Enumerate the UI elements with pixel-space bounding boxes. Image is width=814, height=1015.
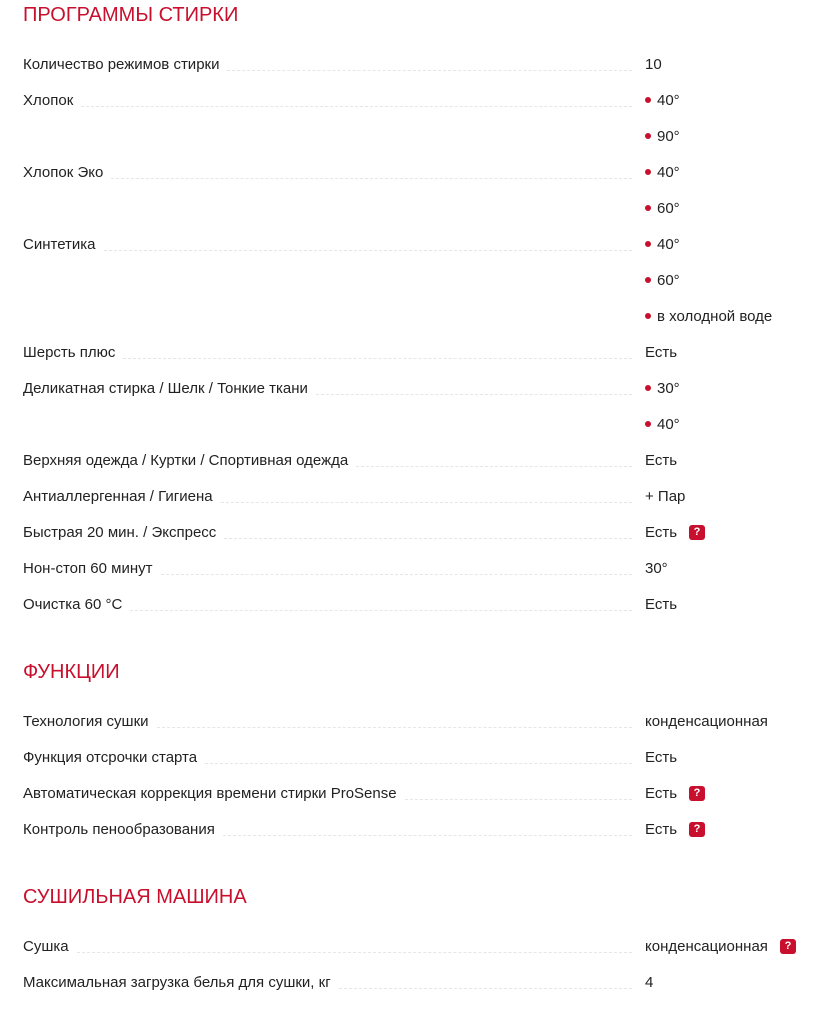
spec-value-cell (632, 452, 677, 469)
spec-value: 10 (645, 55, 662, 73)
spec-value: конденсационная (645, 712, 768, 730)
spec-value-cell (632, 56, 662, 73)
spec-value: Есть (645, 451, 678, 469)
spec-label: Контроль пенообразования (23, 820, 215, 838)
spec-label: Количество режимов стирки (23, 55, 220, 73)
spec-value: 4 (645, 973, 654, 991)
spec-list (0, 46, 814, 622)
spec-value: Есть (645, 820, 678, 838)
spec-value-cell (632, 821, 705, 838)
bullet-icon (645, 169, 651, 175)
spec-label: Автоматическая коррекция времени стирки ProSense (23, 784, 397, 802)
dotted-leader (77, 952, 632, 953)
section-dryer (0, 882, 814, 991)
spec-label-cell (0, 524, 632, 541)
help-icon[interactable]: ? (689, 525, 705, 540)
spec-value-cell (632, 974, 653, 991)
spec-value-cell (632, 416, 680, 433)
spec-label-cell (0, 974, 632, 991)
bullet-icon (645, 313, 651, 319)
spec-label: Технология сушки (23, 712, 149, 730)
spec-label: Максимальная загрузка белья для сушки, кг (23, 973, 331, 991)
spec-list (0, 703, 814, 847)
dotted-leader (104, 250, 632, 251)
spec-value-cell (632, 272, 680, 289)
spec-label: Функция отсрочки старта (23, 748, 198, 766)
spec-value-cell (632, 713, 768, 730)
bullet-icon (645, 133, 651, 139)
dotted-leader (316, 394, 632, 395)
spec-label-cell (0, 713, 632, 730)
dotted-leader (123, 358, 632, 359)
spec-row (0, 118, 814, 154)
spec-row (0, 478, 814, 514)
spec-value-cell (632, 308, 772, 325)
spec-value-cell (632, 164, 680, 181)
spec-row (0, 928, 814, 964)
bullet-icon (645, 277, 651, 283)
spec-value-cell (632, 596, 677, 613)
spec-label-cell (0, 821, 632, 838)
spec-list (0, 928, 814, 1000)
spec-value-cell (632, 524, 705, 541)
spec-row (0, 262, 814, 298)
spec-value: 40° (657, 163, 680, 181)
spec-label: Сушка (23, 937, 69, 955)
spec-value: Есть (645, 784, 678, 802)
dotted-leader (205, 763, 632, 764)
spec-row (0, 82, 814, 118)
spec-value: в холодной воде (657, 307, 773, 325)
dotted-leader (161, 574, 633, 575)
spec-value-cell (632, 785, 705, 802)
spec-row (0, 190, 814, 226)
spec-value: 30° (657, 379, 680, 397)
spec-label: Очистка 60 °C (23, 595, 123, 613)
spec-label-cell (0, 560, 632, 577)
bullet-icon (645, 421, 651, 427)
spec-label-cell (0, 785, 632, 802)
dotted-leader (130, 610, 632, 611)
spec-label-cell (0, 938, 632, 955)
spec-row (0, 406, 814, 442)
spec-value: Есть (645, 748, 678, 766)
spec-row (0, 154, 814, 190)
spec-label-cell (0, 56, 632, 73)
spec-value: 40° (657, 91, 680, 109)
spec-row (0, 226, 814, 262)
spec-label-cell (0, 344, 632, 361)
spec-row (0, 739, 814, 775)
dotted-leader (111, 178, 632, 179)
spec-value-cell (632, 749, 677, 766)
spec-label-cell (0, 749, 632, 766)
spec-value-cell (632, 92, 680, 109)
spec-value-cell (632, 560, 668, 577)
dotted-leader (223, 835, 632, 836)
spec-label-cell (0, 488, 632, 505)
bullet-icon (645, 385, 651, 391)
spec-value: конденсационная (645, 937, 768, 955)
spec-label: Деликатная стирка / Шелк / Тонкие ткани (23, 379, 308, 397)
spec-row (0, 703, 814, 739)
spec-label: Верхняя одежда / Куртки / Спортивная одежда (23, 451, 349, 469)
spec-label: Шерсть плюс (23, 343, 116, 361)
spec-label: Быстрая 20 мин. / Экспресс (23, 523, 217, 541)
spec-value: 40° (657, 415, 680, 433)
spec-value: 60° (657, 199, 680, 217)
spec-row (0, 334, 814, 370)
spec-row (0, 46, 814, 82)
spec-value: 40° (657, 235, 680, 253)
spec-row (0, 586, 814, 622)
spec-value-cell (632, 938, 796, 955)
spec-value-cell (632, 128, 680, 145)
spec-value: Есть (645, 523, 678, 541)
section-title: СУШИЛЬНАЯ МАШИНА (23, 886, 247, 908)
spec-row (0, 550, 814, 586)
spec-value-cell (632, 488, 685, 505)
help-icon[interactable]: ? (689, 786, 705, 801)
spec-label-cell (0, 92, 632, 109)
spec-label-cell (0, 596, 632, 613)
dotted-leader (405, 799, 632, 800)
spec-label: Антиаллергенная / Гигиена (23, 487, 213, 505)
help-icon[interactable]: ? (689, 822, 705, 837)
spec-row (0, 811, 814, 847)
section-title: ПРОГРАММЫ СТИРКИ (23, 4, 239, 26)
spec-value: + Пар (645, 487, 686, 505)
spec-label: Синтетика (23, 235, 96, 253)
spec-row (0, 370, 814, 406)
spec-label-cell (0, 452, 632, 469)
dotted-leader (81, 106, 632, 107)
spec-value-cell (632, 236, 680, 253)
spec-row (0, 298, 814, 334)
dotted-leader (339, 988, 632, 989)
spec-value: Есть (645, 595, 678, 613)
dotted-leader (227, 70, 632, 71)
dotted-leader (356, 466, 632, 467)
spec-row (0, 442, 814, 478)
spec-row (0, 964, 814, 1000)
spec-value-cell (632, 200, 680, 217)
dotted-leader (157, 727, 632, 728)
spec-row (0, 775, 814, 811)
spec-row (0, 514, 814, 550)
spec-label-cell (0, 236, 632, 253)
spec-value-cell (632, 344, 677, 361)
dotted-leader (224, 538, 632, 539)
spec-value: 60° (657, 271, 680, 289)
spec-label: Нон-стоп 60 минут (23, 559, 153, 577)
dotted-leader (221, 502, 632, 503)
spec-value: Есть (645, 343, 678, 361)
spec-value-cell (632, 380, 680, 397)
section-title: ФУНКЦИИ (23, 661, 120, 683)
section-functions (0, 657, 814, 838)
help-icon[interactable]: ? (780, 939, 796, 954)
spec-value: 30° (645, 559, 668, 577)
spec-label-cell (0, 380, 632, 397)
bullet-icon (645, 205, 651, 211)
bullet-icon (645, 97, 651, 103)
spec-value: 90° (657, 127, 680, 145)
spec-label-cell (0, 164, 632, 181)
spec-label: Хлопок (23, 91, 74, 109)
spec-label: Хлопок Эко (23, 163, 104, 181)
bullet-icon (645, 241, 651, 247)
